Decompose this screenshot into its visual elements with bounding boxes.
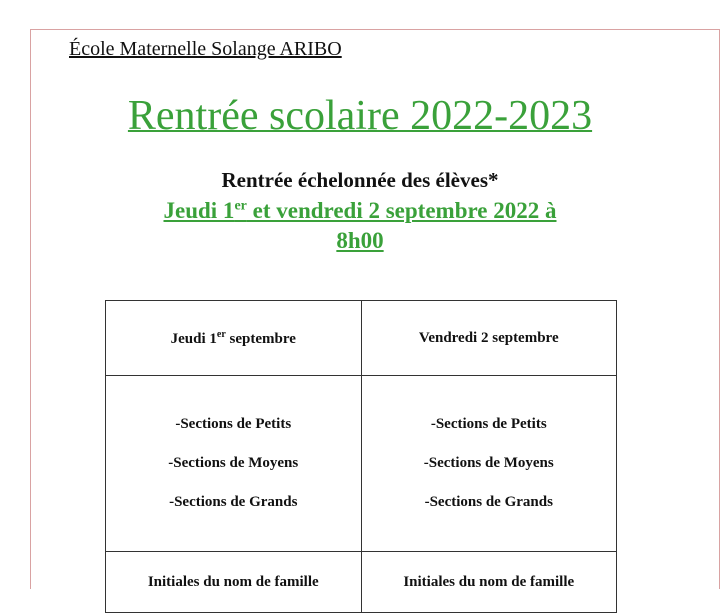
header-cell-thursday <box>106 301 362 376</box>
dates-line1-b: et vendredi 2 septembre 2022 à <box>246 198 557 223</box>
schedule-table <box>105 300 617 613</box>
sections-cell-thursday <box>106 376 362 552</box>
header-thursday-sup: er <box>216 328 226 340</box>
subtitle: Rentrée échelonnée des élèves* <box>221 168 499 192</box>
table-row-initials <box>106 552 617 613</box>
list-item: -Sections de Grands <box>169 494 298 510</box>
page-title: Rentrée scolaire 2022-2023 <box>127 93 593 139</box>
dates-line2: 8h00 <box>336 228 384 253</box>
school-name: École Maternelle Solange ARIBO <box>69 38 342 60</box>
list-item: -Sections de Moyens <box>423 455 554 471</box>
header-friday: Vendredi 2 septembre <box>418 329 559 346</box>
list-item: -Sections de Moyens <box>168 455 299 471</box>
list-item: -Sections de Grands <box>424 494 553 510</box>
initials-cell-thursday: Initiales du nom de famille <box>106 552 362 613</box>
table-row-sections <box>106 376 617 552</box>
start-dates <box>60 196 660 256</box>
sections-cell-friday <box>361 376 617 552</box>
header-thursday-a: Jeudi 1 <box>170 330 217 347</box>
list-item: -Sections de Petits <box>430 416 547 432</box>
dates-line1-a: Jeudi 1 <box>163 198 235 223</box>
list-item: -Sections de Petits <box>175 416 292 432</box>
initials-cell-friday: Initiales du nom de famille <box>361 552 617 613</box>
table-header-row <box>106 301 617 376</box>
header-thursday-b: septembre <box>225 330 296 347</box>
header-cell-friday <box>361 301 617 376</box>
dates-line1-sup: er <box>234 198 247 214</box>
